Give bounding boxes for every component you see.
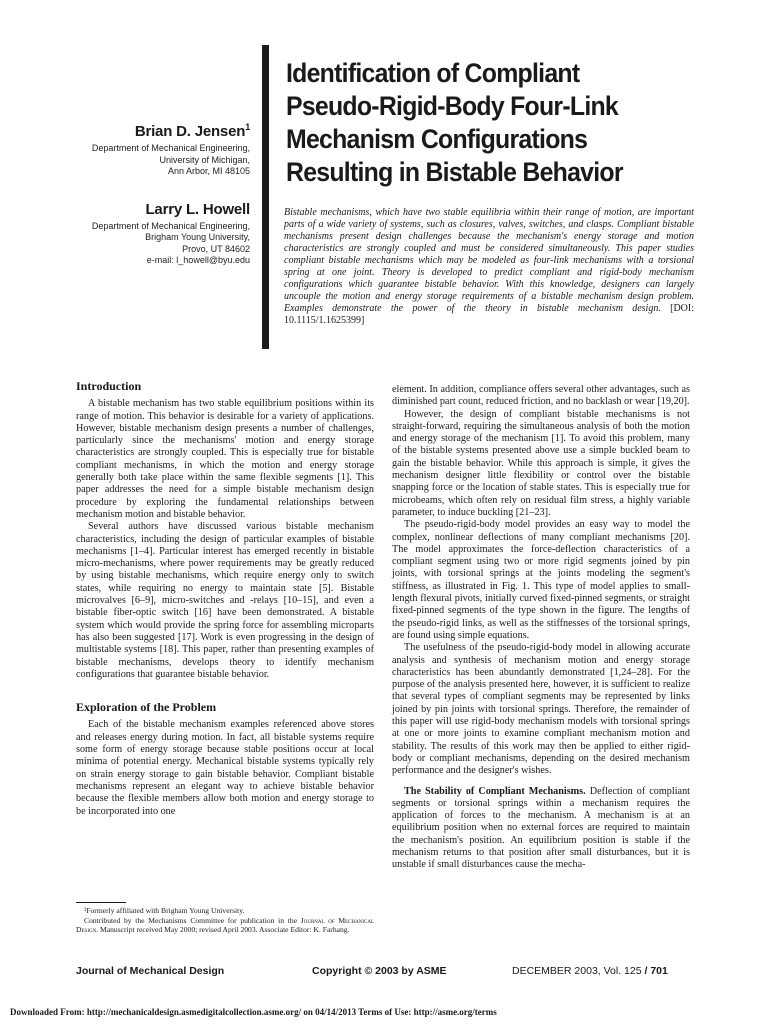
author-2 [60,200,250,267]
footnote-rule [76,902,126,903]
paragraph: The usefulness of the pseudo-rigid-body model in allowing accurate analysis and synthesis of mechanism motion and energy storage characteristics has been abundantly demonstrated [1,24–28]. For the purpose of the analysis presented here, however, it is sufficient to realize that several types of compliant segments may be represented by links joined by pin joints with torsional springs. Therefore, the remainder of this paper will use rigid-body mechanism models with torsional springs at one or more joints to examine compliant mechanism motion and stability. The results of this work may then be applied to either rigid-body or compliant mechanisms, depending on the desired mechanism performance and the designer's wishes. [392,642,690,777]
footnote-affiliation: ¹Formerly affiliated with Brigham Young University. [84,906,245,915]
title-divider-bar [262,45,269,349]
paragraph: However, the design of compliant bistable mechanisms is not straight-forward, requiring the simultaneous analysis of both the motion and energy storage of the mechanism [1]. To avoid this problem, many of the bistable systems presented above use a simple buckled beam to gain the bistable behavior. While this approach is simple, it gives the mechanism designer little flexibility or control over the bistable snapping force or the location of stable states. This is especially true for microbeams, which often rely on residual film stress, a highly variable parameter, to induce buckling [21–23]. [392,408,690,518]
download-notice: Downloaded From: http://mechanicaldesign.asmedigitalcollection.asme.org/ on 04/14/2013 Terms of Use: http://asme.org/terms [10,1007,497,1017]
author-name: Brian D. Jensen$^1$ [134,122,250,140]
doi-link[interactable]: [DOI: 10.1115/1.1625399] [284,303,695,326]
body-column-left [76,380,374,818]
body-column-right [392,384,690,872]
author-name: Larry L. Howell [145,200,250,218]
footer-copyright: Copyright © 2003 by ASME [312,965,447,977]
abstract: Bistable mechanisms, which have two stable equilibria within their range of motion, are important parts of a wide variety of systems, such as closures, valves, switches, and clasps. Compliant bistable mechanisms present design challenges because the mechanism's energy storage and motion characteristics are strongly coupled and must be considered simultaneously. This paper studies compliant bistable mechanisms which may be modeled as four-link mechanisms with a torsional spring at one joint. Theory is developed to predict compliant and rigid-body mechanism configurations which guarantee bistable behavior. With this knowledge, designers can largely uncouple the motion and energy storage requirements of a bistable mechanism design problem. Examples demonstrate the power of the theory in bistable mechanism design. [DOI: 10.1115/1.1625399] [284,207,695,326]
author-block [60,122,250,267]
paragraph: The pseudo-rigid-body model provides an easy way to model the complex, nonlinear deflections of many compliant mechanisms [20]. The model approximates the force-deflection characteristics of a compliant segment using two or more rigid segments joined by pin joints, with torsional springs at the joints modeling the segment's stiffness, as illustrated in Fig. 1. This type of model applies to small-length flexural pivots, initially curved fixed-pinned segments, or straight fixed-pinned segments of the type shown in the figure. The lengths of the pseudo-rigid links, as well as the stiffnesses of the torsional springs, are found using simple equations. [392,519,690,641]
paragraph: Each of the bistable mechanism examples referenced above stores and releases energy during motion. In fact, all bistable systems require some form of energy storage because stable positions occur at local minima of potential energy. Mechanical bistable systems typically rely on strain energy storage to gain bistable behavior. Compliant bistable mechanisms represent an elegant way to achieve bistable behavior because the flexible members allow both motion and energy storage to be incorporated into one [76,719,374,817]
author-affiliation: Department of Mechanical Engineering, University of Michigan, Ann Arbor, MI 48105 [91,143,250,176]
author-1 [60,122,250,178]
footnote-contributed: Contributed by the Mechanisms Committee for publication in the Journal of Mechanical Design. Manuscript received May 2000; revised April 2003. Associate Editor: K. Farhang. [76,915,374,935]
paper-title: Identification of Compliant Pseudo-Rigid-Body Four-Link Mechanism Configurations Resulting in Bistable Behavior [286,58,623,187]
paragraph-stability: The Stability of Compliant Mechanisms. Deflection of compliant segments or torsional springs within a mechanism requires the application of forces to the mechanism. A mechanism is at an equilibrium position when no external forces are required to maintain the mechanism's position. An equilibrium position is stable if the mechanism returns to that position after small disturbances, but it is unstable if small disturbances cause the mecha- [392,785,690,871]
author-affiliation: Department of Mechanical Engineering, Brigham Young University, Provo, UT 84602 e-mail: l_howell@byu.edu [60,221,250,267]
paragraph: element. In addition, compliance offers several other advantages, such as diminished part count, reduced friction, and no backlash or wear [19,20]. [392,384,690,408]
footer-journal: Journal of Mechanical Design [76,965,225,977]
section-heading-exploration: Exploration of the Problem [76,700,217,715]
page-number: 701 [650,965,668,977]
author-email[interactable]: e-mail: l_howell@byu.edu [146,255,250,265]
runin-heading: The Stability of Compliant Mechanisms. [404,785,586,797]
footnotes [76,906,374,935]
paragraph: A bistable mechanism has two stable equilibrium positions within its range of motion. This behavior is desirable for a variety of applications. However, bistable mechanism design presents a number of challenges, particularly since the mechanisms' motion and energy storage characteristics are strongly coupled. This is especially true for bistable compliant mechanisms, in which the motion and energy storage generally both take place within the same flexible segments [1]. This paper addresses the need for a simple bistable mechanism design procedure by exploring the fundamental relationships between mechanism motion and bistable behavior. [76,398,374,520]
section-heading-introduction: Introduction [76,379,142,393]
footer-issue: DECEMBER 2003, Vol. 125 / 701 [512,965,668,977]
paragraph: Several authors have discussed various bistable mechanism characteristics, including the design of particular examples of bistable mechanisms [1–4]. Particular interest has emerged recently in bistable micro-mechanisms, where power requirements may be greatly reduced by using bistable mechanisms, which require energy only to switch states, while requiring no energy to maintain state [5]. Bistable microvalves [6–9], micro-switches and -relays [10–15], and even a bistable fiber-optic switch [16] have been demonstrated. A bistable system which would provide the spring force for assembling microparts has also been suggested [17]. Work is even progressing in the design of multistable systems [18]. This paper, rather than presenting examples of bistable mechanisms, develops theory to identify mechanism configurations that guarantee bistable behavior. [76,521,374,680]
